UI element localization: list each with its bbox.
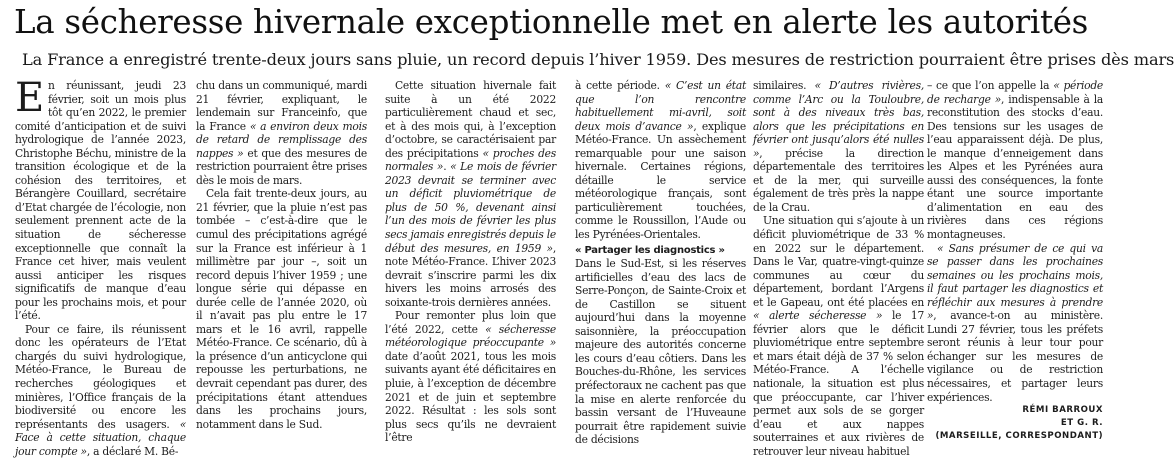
quote: « D’autres rivières, comme l’Arc ou la Touloubre, sont à des niveaux très bas, alors que les précipitations en février ont jusqu’alors été nulles »	[753, 79, 924, 160]
column-4	[575, 79, 746, 447]
drop-cap: E	[15, 75, 44, 121]
text: Dans le Sud-Est, si les réserves artificielles d’eau des lacs de Serre-Ponçon, de Sainte-Croix et de Castillon se situent aujourd’hui dans la moyenne saisonnière, la préoccupation majeure des autorités concerne les cours d’eau côtiers. Dans les Bouches-du-Rhône, les services préfectoraux ne cachent pas que la mise en alerte renforcée du bassin versant de l’Huveaune pourrait être rapidement suivie de décisions	[575, 257, 746, 447]
quote: « Sans présumer de ce qui va se passer dans les prochaines semaines ou les prochains mois, il faut partager les diagnostics et réfléchir aux mesures à prendre »	[927, 241, 1103, 323]
column-3	[385, 79, 557, 445]
byline-coauthor: ET G. R.	[1060, 418, 1103, 429]
column-1	[15, 75, 186, 458]
column-6	[927, 79, 1103, 442]
byline-location: (MARSEILLE, CORRESPONDANT)	[935, 431, 1103, 442]
paragraph	[753, 214, 924, 458]
byline-author: RÉMI BARROUX	[1022, 405, 1103, 416]
text: , explique Météo-France. Un assèchement remarquable pour une saison hivernale. Certaines régions, détaille le service météorologique français, sont particulièrement touchées, comme le Roussillon, l’Aude ou les Pyrénées-Orientales.	[575, 119, 746, 242]
text: date d’août 2021, tous les mois suivants ayant été déficitaires en pluie, à l’exception de décembre 2021 et de juin et septembre 2022. Résultat : les sols sont plus secs qu’ils ne devraient l’être	[385, 349, 557, 445]
text: , avance-t-on au ministère. Lundi 27 février, tous les préfets seront réunis à leur tour pour échanger sur les mesures de vigilance ou de restriction nécessaires, et partager leurs expériences.	[927, 309, 1103, 404]
text: – ce que l’on appelle la	[927, 79, 1050, 92]
text: Cette situation hivernale fait suite à un été 2022 particulièrement chaud et sec, et à des mois qui, à l’exception d’octobre, se caractérisaient par des précipitations	[385, 79, 556, 160]
subheading: « Partager les diagnostics »	[575, 244, 725, 256]
paragraph	[15, 323, 186, 458]
paragraph	[753, 79, 924, 214]
paragraph	[15, 75, 186, 323]
quote: « sécheresse météorologique préoccupante »	[385, 322, 556, 350]
text: , note Météo-France. L’hiver 2023 devrait s’inscrire parmi les dix hivers les moins arrosés des soixante-trois dernières années.	[385, 241, 556, 309]
quote: « a environ deux mois de retard de remplissage des nappes »	[196, 119, 367, 160]
text: , indispensable à la reconstitution des stocks d’eau. Des tensions sur les usages de l’eau apparaissent déjà. De plus, le manque d’enneigement dans les Alpes et les Pyrénées aura aussi des conséquences, la fonte étant une source importante d’alimentation en eau des rivières dans ces régions montagneuses.	[927, 92, 1103, 242]
paragraph: Cette situation hivernale fait suite à un été 2022 particulièrement chaud et sec, et à des mois qui, à l’exception d’octobre, se caractérisaient par des précipitations « proches des normales ». « Le mois de février 2023 devrait se terminer avec un déficit pluviométrique de plus de 50 %, devenant ainsi l’un des mois de février les plus secs jamais enregistrés depuis le début des mesures, en 1959 », note Météo-France. L’hiver 2023 devrait s’inscrire parmi les dix hivers les moins arrosés des soixante-trois dernières années.	[385, 79, 556, 309]
column-5	[753, 79, 924, 458]
article-deck: La France a enregistré trente-deux jours sans pluie, un record depuis l’hiver 1959. Des mesures de restriction pourraient être prises dès mars	[22, 50, 1174, 69]
paragraph	[196, 187, 367, 431]
quote: « alerte sécheresse »	[753, 309, 883, 323]
paragraph	[196, 79, 367, 187]
column-2	[196, 79, 367, 431]
text: Une situation qui s’ajoute à un déficit pluviométrique de 33 % en 2022 sur le département. Dans le Var, quatre-vingt-quinze communes au cœur du département, bordant l’Argens et le Gapeau, ont été placées en	[753, 214, 924, 309]
text: et que des mesures de restriction pourraient être prises dès le mois de mars.	[196, 146, 367, 187]
text: Cela fait trente-deux jours, au 21 février, que la pluie n’est pas tombée – c’est-à-dire que le cumul des précipitations agrégé sur la France est inférieur à 1 millimètre par jour –, soit un record depuis l’hiver 1959 ; une longue série qui dépasse en durée celle de l’année 2020, où il n’avait pas plu entre le 17 mars et le 16 avril, rappelle Météo-France. Ce scénario, dû à la présence d’un anticyclone qui repousse les perturbations, ne devrait cependant pas durer, des précipitations étant attendues dans les prochains jours, notamment dans le Sud.	[196, 187, 367, 431]
text: similaires.	[753, 79, 807, 92]
article-headline: La sécheresse hivernale exceptionnelle met en alerte les autorités	[14, 3, 1089, 41]
text: le 17 février alors que le déficit pluviométrique entre septembre et mars était déjà de 37 % selon Météo-France. A l’échelle nationale, la situation est plus que préoccupante, car l’hiver permet aux sols de se gorger d’eau et aux nappes souterraines et aux rivières de retrouver leur niveau habituel	[753, 309, 924, 458]
text: Pour remonter plus loin que l’été 2022, cette	[385, 309, 556, 336]
text: à cette période.	[575, 79, 660, 92]
paragraph	[575, 79, 746, 242]
quote: « Face à cette situation, chaque jour compte »	[15, 417, 186, 458]
quote: « Le mois de février 2023 devrait se terminer avec un déficit pluviométrique de plus de 50 %, devenant ainsi l’un des mois de février les plus secs jamais enregistrés depuis le début des mesures, en 1959 »	[385, 160, 556, 255]
quote: « période de recharge »	[927, 79, 1103, 106]
text: Pour ce faire, ils réunissent donc les opérateurs de l’Etat chargés du suivi hydrologique, Météo-France, le Bureau de recherches géologiques et minières, l’Office français de la biodiversité ou encore les représentants des usagers.	[15, 322, 186, 431]
quote: « proches des normales »	[385, 146, 556, 174]
text: , précise la direction départementale des territoires et de la mer, qui surveille également de très près la nappe de la Crau.	[753, 146, 924, 214]
text: , a déclaré M. Bé-	[86, 444, 179, 458]
text: n réunissant, jeudi 23 février, soit un mois plus tôt qu’en 2022, le premier comité d’anticipation et de suivi hydrologique de l’année 2023, Christophe Béchu, ministre de la transition écologique et de la cohésion des territoires, et Bérangère Couillard, secrétaire d’Etat chargée de l’écologie, non seulement prennent acte de la situation de sécheresse exceptionnelle que connaît la France cet hiver, mais veulent aussi anticiper les risques significatifs de manque d’eau pour les prochains mois, et pour l’été.	[15, 79, 186, 323]
quote: « C’est un état que l’on rencontre habituellement mi-avril, soit deux mois d’avance »	[575, 79, 746, 133]
text: chu dans un communiqué, mardi 21 février, expliquant, le lendemain sur Franceinfo, que la France	[196, 79, 367, 133]
paragraph	[927, 242, 1103, 405]
paragraph	[575, 257, 746, 447]
article-columns	[15, 75, 1103, 458]
paragraph	[927, 79, 1103, 242]
paragraph	[385, 309, 556, 444]
